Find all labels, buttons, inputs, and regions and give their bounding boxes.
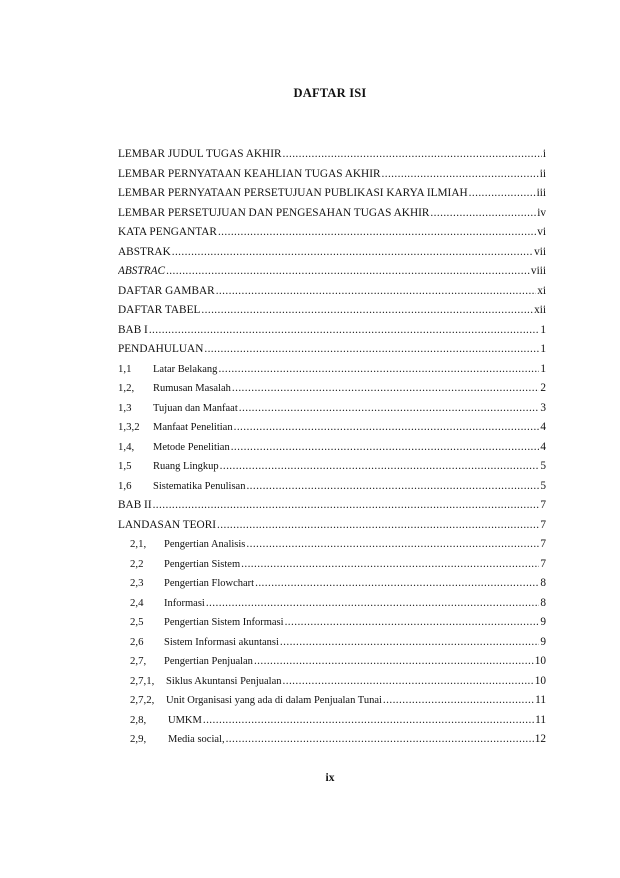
- toc-leader-dots: [382, 168, 539, 180]
- toc-entry-label: ABSTRAC: [118, 265, 166, 277]
- toc-entry-label: ABSTRAK: [118, 245, 171, 258]
- toc-entry-page: 9: [540, 635, 546, 648]
- toc-leader-dots: [285, 616, 540, 628]
- toc-leader-dots: [216, 285, 537, 297]
- toc-entry-page: 4: [540, 440, 546, 453]
- toc-entry-label: DAFTAR GAMBAR: [118, 284, 215, 297]
- toc-entry-page: 9: [540, 616, 546, 628]
- toc-entry-label: Sistematika Penulisan: [153, 480, 246, 492]
- toc-entry-page: vi: [537, 226, 546, 238]
- toc-entry-page: 1: [540, 343, 546, 355]
- toc-entry-page: 7: [540, 518, 546, 531]
- toc-entry-page: 12: [534, 733, 546, 745]
- toc-entry-number: 2,8,: [130, 713, 147, 726]
- toc-leader-dots: [204, 343, 539, 355]
- toc-entry-label: Ruang Lingkup: [153, 461, 219, 472]
- toc-leader-dots: [469, 187, 536, 199]
- toc-entry-label: Manfaat Penelitian: [153, 422, 233, 433]
- toc-entry: [118, 324, 546, 344]
- toc-leader-dots: [246, 538, 539, 550]
- toc-entry-number: 2,1,: [130, 538, 147, 550]
- toc-entry-page: 3: [540, 401, 546, 414]
- toc-entry-number: 2,7,1,: [130, 674, 155, 687]
- toc-leader-dots: [218, 363, 539, 375]
- toc-leader-dots: [232, 382, 539, 394]
- toc-entry-number: 1,6: [118, 479, 132, 492]
- toc-entry-label: Siklus Akuntansi Penjualan: [166, 675, 282, 687]
- table-of-contents: [118, 148, 546, 753]
- toc-entry: [118, 655, 546, 675]
- toc-leader-dots: [217, 519, 539, 531]
- toc-entry-label: LEMBAR PERNYATAAN KEAHLIAN TUGAS AKHIR: [118, 167, 381, 180]
- toc-leader-dots: [246, 480, 539, 492]
- toc-entry: [118, 421, 546, 441]
- toc-entry-page: 10: [534, 655, 546, 667]
- toc-entry-label: Pengertian Flowchart: [164, 578, 255, 589]
- toc-leader-dots: [206, 597, 540, 609]
- toc-entry-label: Metode Penelitian: [153, 441, 230, 453]
- toc-entry: [118, 519, 546, 539]
- toc-entry: [118, 343, 546, 363]
- toc-leader-dots: [283, 675, 534, 687]
- toc-entry-label: UMKM: [168, 714, 202, 726]
- toc-entry-number: 1,3: [118, 401, 132, 414]
- toc-entry: [118, 714, 546, 734]
- toc-entry-label: LEMBAR JUDUL TUGAS AKHIR: [118, 148, 282, 160]
- toc-entry-label: Latar Belakang: [153, 363, 218, 375]
- toc-entry-page: ii: [539, 167, 546, 180]
- toc-entry: [118, 265, 546, 285]
- toc-entry: [118, 460, 546, 480]
- toc-entry: [118, 480, 546, 500]
- toc-entry: [118, 148, 546, 168]
- toc-leader-dots: [231, 441, 540, 453]
- toc-leader-dots: [239, 402, 540, 414]
- toc-entry-number: 1,4,: [118, 440, 135, 453]
- toc-entry-page: vii: [534, 245, 546, 258]
- toc-leader-dots: [149, 324, 540, 336]
- toc-entry-label: KATA PENGANTAR: [118, 226, 217, 238]
- toc-entry: [118, 538, 546, 558]
- toc-entry-number: 1,3,2: [118, 421, 140, 433]
- toc-entry-label: Pengertian Penjualan: [164, 656, 253, 667]
- toc-entry: [118, 402, 546, 422]
- toc-entry: [118, 207, 546, 227]
- toc-entry: [118, 187, 546, 207]
- toc-leader-dots: [234, 421, 540, 433]
- toc-entry: [118, 285, 546, 305]
- toc-leader-dots: [201, 304, 533, 316]
- toc-entry-page: xii: [534, 304, 546, 316]
- toc-entry: [118, 616, 546, 636]
- toc-leader-dots: [203, 714, 534, 726]
- toc-entry-page: viii: [530, 265, 546, 277]
- toc-leader-dots: [283, 148, 542, 160]
- toc-entry-number: 1,1: [118, 362, 132, 375]
- toc-entry: [118, 304, 546, 324]
- toc-entry-label: LEMBAR PERSETUJUAN DAN PENGESAHAN TUGAS AKHIR: [118, 206, 430, 219]
- toc-entry: [118, 499, 546, 519]
- toc-entry-number: 2,7,2,: [130, 694, 155, 706]
- toc-entry-page: 7: [540, 499, 546, 511]
- toc-entry: [118, 226, 546, 246]
- toc-entry: [118, 597, 546, 617]
- toc-entry-page: 8: [540, 596, 546, 609]
- toc-entry: [118, 363, 546, 383]
- toc-entry: [118, 733, 546, 753]
- toc-entry: [118, 558, 546, 578]
- toc-entry-label: LEMBAR PERNYATAAN PERSETUJUAN PUBLIKASI KARYA ILMIAH: [118, 187, 468, 199]
- toc-entry-page: 1: [540, 362, 546, 375]
- toc-entry-label: Media social,: [168, 734, 225, 745]
- toc-entry-number: 2,7,: [130, 655, 147, 667]
- toc-entry-number: 2,5: [130, 616, 144, 628]
- toc-entry-page: 5: [540, 460, 546, 472]
- toc-leader-dots: [172, 246, 533, 258]
- toc-entry-page: 7: [540, 557, 546, 570]
- toc-entry-label: Pengertian Analisis: [164, 539, 246, 550]
- toc-entry: [118, 382, 546, 402]
- toc-entry-number: 2,9,: [130, 733, 147, 745]
- toc-entry-label: BAB II: [118, 499, 152, 511]
- toc-entry-number: 2,4: [130, 596, 144, 609]
- toc-entry: [118, 636, 546, 656]
- toc-entry: [118, 168, 546, 188]
- toc-entry-label: Informasi: [164, 597, 205, 609]
- toc-leader-dots: [153, 499, 540, 511]
- page-title: DAFTAR ISI: [293, 86, 367, 100]
- toc-entry-label: DAFTAR TABEL: [118, 304, 201, 316]
- toc-leader-dots: [218, 226, 536, 238]
- toc-entry-label: Pengertian Sistem Informasi: [164, 617, 284, 628]
- toc-leader-dots: [383, 694, 534, 706]
- toc-leader-dots: [280, 636, 539, 648]
- toc-entry-page: 11: [535, 694, 546, 706]
- toc-entry-label: Sistem Informasi akuntansi: [164, 636, 279, 648]
- toc-entry-page: 10: [534, 674, 546, 687]
- page-number: ix: [325, 772, 335, 784]
- toc-entry-page: 4: [540, 421, 546, 433]
- toc-leader-dots: [430, 207, 536, 219]
- toc-entry: [118, 577, 546, 597]
- toc-entry: [118, 441, 546, 461]
- toc-entry-number: 2,2: [130, 557, 144, 570]
- toc-entry-page: xi: [537, 284, 546, 297]
- toc-entry-page: i: [542, 148, 546, 160]
- toc-entry-page: iv: [537, 206, 546, 219]
- toc-leader-dots: [254, 655, 534, 667]
- toc-entry-page: 1: [540, 323, 546, 336]
- toc-entry: [118, 675, 546, 695]
- toc-entry: [118, 246, 546, 266]
- toc-entry-label: LANDASAN TEORI: [118, 518, 217, 531]
- toc-entry-page: 2: [540, 382, 546, 394]
- toc-leader-dots: [255, 577, 539, 589]
- toc-entry-label: PENDAHULUAN: [118, 343, 204, 355]
- toc-entry-label: Pengertian Sistem: [164, 558, 241, 570]
- toc-entry-page: 5: [540, 479, 546, 492]
- toc-entry-label: Unit Organisasi yang ada di dalam Penjualan Tunai: [166, 695, 382, 706]
- toc-entry-number: 1,2,: [118, 382, 135, 394]
- toc-entry-number: 1,5: [118, 460, 132, 472]
- toc-entry-page: 8: [540, 577, 546, 589]
- toc-leader-dots: [241, 558, 539, 570]
- toc-entry-page: iii: [536, 187, 546, 199]
- toc-leader-dots: [226, 733, 534, 745]
- toc-entry-page: 7: [540, 538, 546, 550]
- toc-leader-dots: [166, 265, 530, 277]
- toc-leader-dots: [220, 460, 540, 472]
- toc-entry-page: 11: [535, 713, 546, 726]
- toc-entry-label: Rumusan Masalah: [153, 383, 231, 394]
- toc-entry-number: 2,6: [130, 635, 144, 648]
- toc-entry-label: BAB I: [118, 323, 148, 336]
- toc-entry-number: 2,3: [130, 577, 144, 589]
- toc-entry-label: Tujuan dan Manfaat: [153, 402, 238, 414]
- toc-entry: [118, 694, 546, 714]
